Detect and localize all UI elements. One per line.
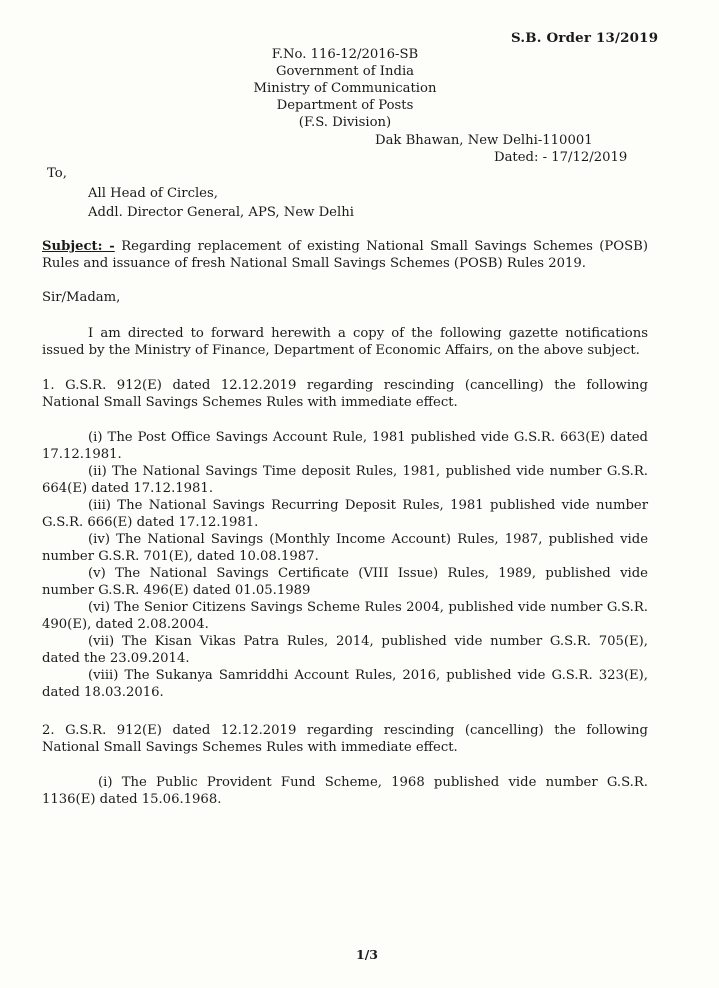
section-2-item-i: (i) The Public Provident Fund Scheme, 1968 published vide number G.S.R. 1136(E) dated 15.06.1968. [42, 775, 648, 807]
section-1-item-vi: (vi) The Senior Citizens Savings Scheme Rules 2004, published vide number G.S.R. 490(E), dated 2.08.2004. [42, 600, 648, 632]
division-line: (F.S. Division) [298, 115, 392, 130]
section-1-heading: 1. G.S.R. 912(E) dated 12.12.2019 regarding rescinding (cancelling) the following National Small Savings Schemes Rules with immediate effect. [42, 378, 648, 410]
section-1-item-vii: (vii) The Kisan Vikas Patra Rules, 2014, published vide number G.S.R. 705(E), dated the 23.09.2014. [42, 634, 648, 666]
section-1-item-v: (v) The National Savings Certificate (VIII Issue) Rules, 1989, published vide number G.S.R. 496(E) dated 01.05.1989 [42, 566, 648, 598]
intro-paragraph: I am directed to forward herewith a copy of the following gazette notifications issued by the Ministry of Finance, Department of Economic Affairs, on the above subject. [42, 326, 648, 358]
to-label: To, [47, 166, 67, 181]
government-line: Government of India [275, 64, 415, 79]
ministry-line: Ministry of Communication [253, 81, 437, 96]
section-2-heading: 2. G.S.R. 912(E) dated 12.12.2019 regarding rescinding (cancelling) the following National Small Savings Schemes Rules with immediate effect. [42, 723, 648, 755]
page-number: 1/3 [356, 947, 378, 962]
section-1-item-iv: (iv) The National Savings (Monthly Income Account) Rules, 1987, published vide number G.S.R. 701(E), dated 10.08.1987. [42, 532, 648, 564]
letter-header [200, 46, 490, 131]
section-1-item-i: (i) The Post Office Savings Account Rule, 1981 published vide G.S.R. 663(E) dated 17.12.1981. [42, 430, 648, 462]
section-1-item-viii: (viii) The Sukanya Samriddhi Account Rules, 2016, published vide G.S.R. 323(E), dated 18.03.2016. [42, 668, 648, 700]
section-1-item-iii: (iii) The National Savings Recurring Deposit Rules, 1981 published vide number G.S.R. 666(E) dated 17.12.1981. [42, 498, 648, 530]
subject-paragraph [42, 238, 648, 272]
subject-text: Regarding replacement of existing National Small Savings Schemes (POSB) Rules and issuance of fresh National Small Savings Schemes (POSB) Rules 2019. [42, 239, 648, 271]
file-number: F.No. 116-12/2016-SB [271, 47, 419, 62]
section-1-item-ii: (ii) The National Savings Time deposit Rules, 1981, published vide number G.S.R. 664(E) dated 17.12.1981. [42, 464, 648, 496]
recipient-1: All Head of Circles, [88, 186, 218, 201]
recipient-2: Addl. Director General, APS, New Delhi [88, 205, 354, 220]
sender-address: Dak Bhawan, New Delhi-110001 [375, 133, 593, 148]
salutation: Sir/Madam, [42, 290, 121, 305]
department-line: Department of Posts [276, 98, 414, 113]
subject-label: Subject: - [42, 239, 115, 254]
recipients-block [88, 184, 354, 222]
date-line: Dated: - 17/12/2019 [494, 150, 628, 165]
order-number: S.B. Order 13/2019 [511, 30, 659, 46]
